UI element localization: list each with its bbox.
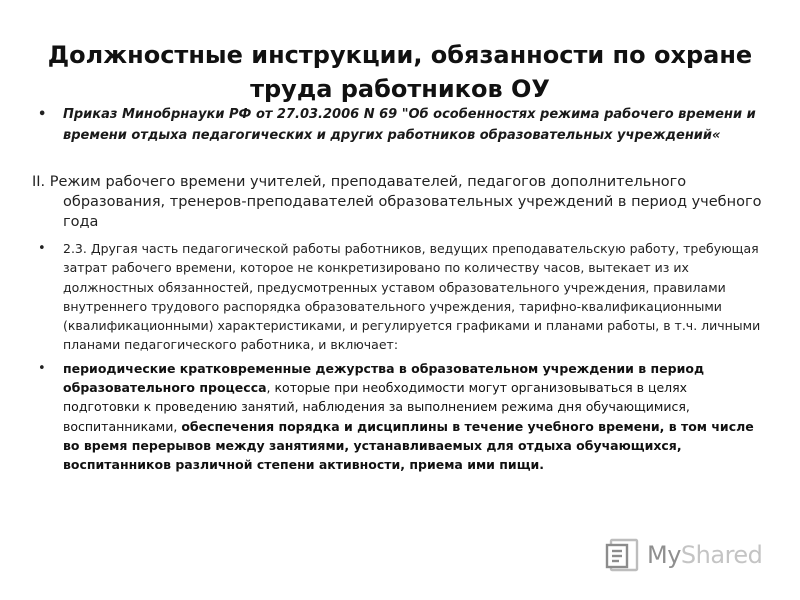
slide-title: Должностные инструкции, обязанности по охране труда работников ОУ — [47, 41, 753, 103]
bullet-icon: • — [38, 360, 46, 376]
paragraph-2-3-text: 2.3. Другая часть педагогической работы работников, ведущих преподавательскую работу, требующая затрат рабочего времени, которое не конкретизировано по количеству часов, вытекает из их должностных обязанностей, предусмотренных уставом образовательного учреждения, правилами внутреннего трудового распорядка образовательного учреждения, тарифно-квалификационными (квалификационными) характеристиками, и регулируется графиками и планами работы, в т.ч. личными планами педагогического работника, и включает: — [63, 241, 761, 353]
paragraph-2-3-item — [32, 239, 772, 355]
bullet-icon: • — [38, 107, 47, 122]
duty-paragraph-item — [32, 359, 772, 475]
myshared-wordmark-part-1: My — [647, 541, 681, 569]
section-heading: II. Режим рабочего времени учителей, преподавателей, педагогов дополнительного образования, тренеров-преподавателей образовательных учреждений в период учебного года — [32, 174, 762, 230]
duty-bold-text-1: периодические кратковременные дежурства в образовательном учреждении в период образовательного процесса — [63, 360, 705, 396]
myshared-wordmark-part-2: Shared — [680, 541, 763, 569]
slide-content — [32, 104, 772, 475]
bullet-icon: • — [38, 241, 46, 256]
order-reference-text: Приказ Минобрнауки РФ от 27.03.2006 N 69 "Об особенностях режима рабочего времени и времени отдыха педагогических и других работников образовательных учреждений« — [63, 107, 756, 143]
order-reference-item — [32, 104, 772, 146]
duty-bold-text-2: обеспечения порядка и дисциплины в течение учебного времени, в том числе во время перерывов между занятиями, устанавливаемых для отдыха обучающихся, воспитанников различной степени активности, приема ими пищи. — [63, 418, 754, 473]
duty-normal-text-1: , которые при необходимости могут организовываться в целях подготовки к проведению занятий, наблюдения за выполнением режима дня обучающимися, воспитанниками, — [63, 380, 690, 434]
myshared-wordmark — [647, 541, 762, 569]
myshared-watermark — [605, 537, 765, 573]
myshared-logo-icon — [605, 537, 645, 573]
